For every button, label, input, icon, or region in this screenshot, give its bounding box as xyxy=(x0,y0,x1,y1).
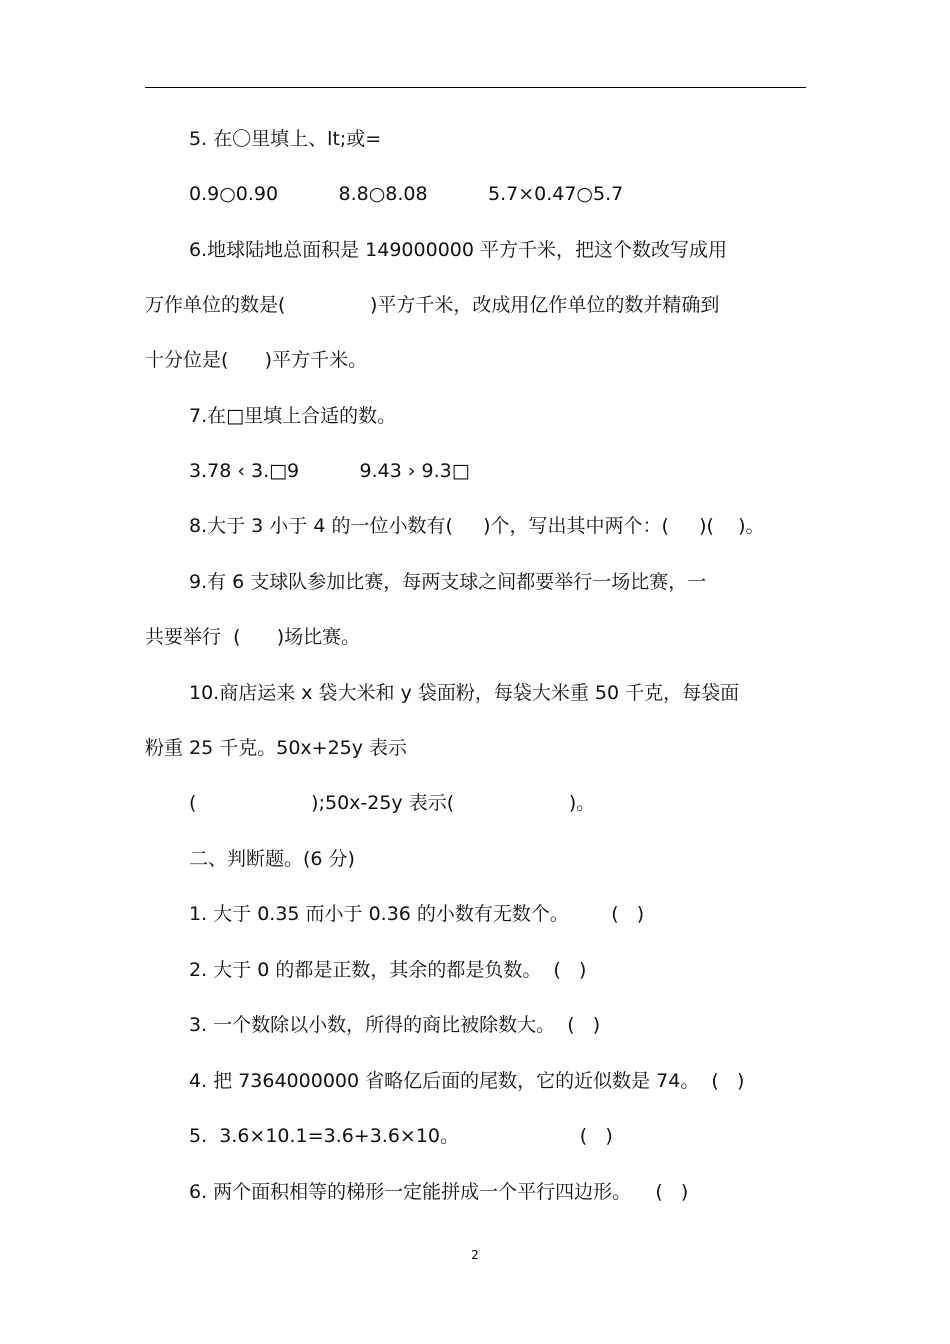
judge-item-2: 2. 大于 0 的都是正数，其余的都是负数。 ( ) xyxy=(189,959,587,981)
page-number: 2 xyxy=(471,1248,479,1262)
judge-item-5: 5. 3.6×10.1=3.6+3.6×10。 ( ) xyxy=(189,1125,613,1147)
judge-item-6: 6. 两个面积相等的梯形一定能拼成一个平行四边形。 ( ) xyxy=(189,1181,689,1203)
question-5-prompt: 5. 在〇里填上、lt;或= xyxy=(189,128,382,150)
section-2-heading: 二、判断题。(6 分) xyxy=(189,848,355,870)
question-6-line-1: 6.地球陆地总面积是 149000000 平方千米，把这个数改写成用 xyxy=(189,239,728,261)
question-7-items: 3.78 ‹ 3.□9 9.43 › 9.3□ xyxy=(189,460,470,482)
question-10-line-3: ( );50x-25y 表示( )。 xyxy=(189,792,596,814)
question-9-line-2: 共要举行 ( )场比赛。 xyxy=(145,626,361,648)
question-10-line-2: 粉重 25 千克。50x+25y 表示 xyxy=(145,737,408,759)
question-7-prompt: 7.在□里填上合适的数。 xyxy=(189,405,397,427)
judge-item-3: 3. 一个数除以小数，所得的商比被除数大。 ( ) xyxy=(189,1014,601,1036)
question-6-line-2: 万作单位的数是( )平方千米，改成用亿作单位的数并精确到 xyxy=(145,294,720,316)
question-5-items: 0.9○0.90 8.8○8.08 5.7×0.47○5.7 xyxy=(189,183,624,205)
judge-item-4: 4. 把 7364000000 省略亿后面的尾数，它的近似数是 74。 ( ) xyxy=(189,1070,745,1092)
judge-item-1: 1. 大于 0.35 而小于 0.36 的小数有无数个。 ( ) xyxy=(189,903,645,925)
header-rule xyxy=(145,87,806,88)
question-6-line-3: 十分位是( )平方千米。 xyxy=(145,349,368,371)
question-9-line-1: 9.有 6 支球队参加比赛，每两支球之间都要举行一场比赛，一 xyxy=(189,571,707,593)
question-8: 8.大于 3 小于 4 的一位小数有( )个，写出其中两个：( )( )。 xyxy=(189,515,765,537)
question-10-line-1: 10.商店运来 x 袋大米和 y 袋面粉，每袋大米重 50 千克，每袋面 xyxy=(189,682,740,704)
